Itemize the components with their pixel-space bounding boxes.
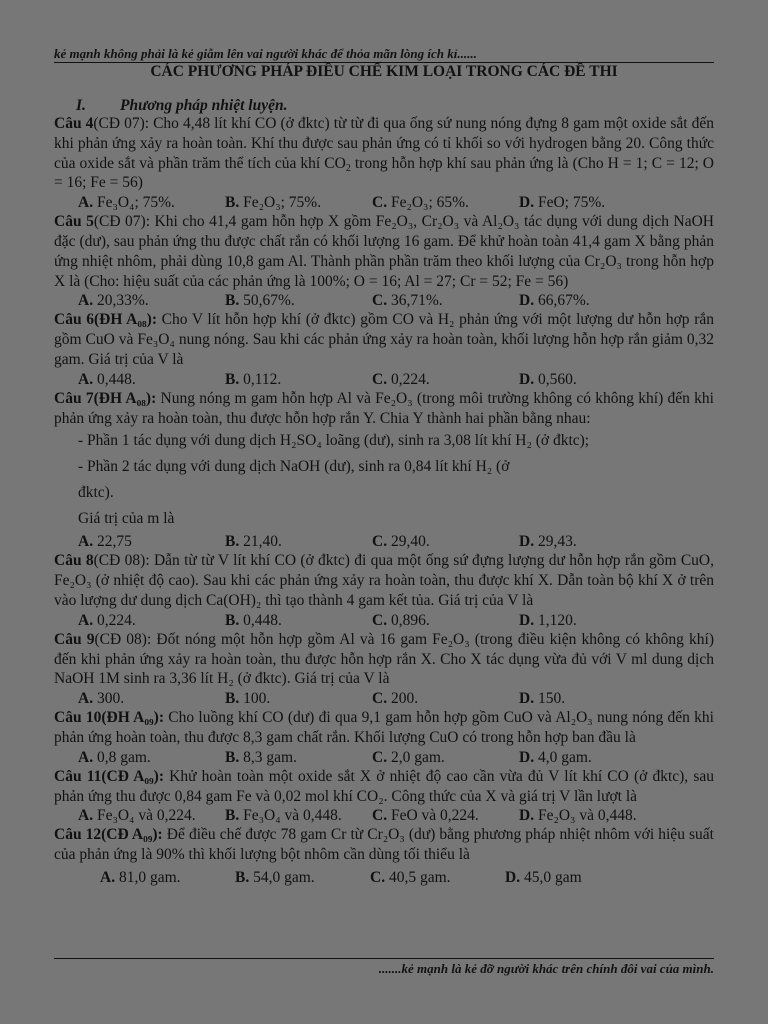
answer-options: [54, 868, 714, 887]
question-label: Câu 6: [54, 311, 94, 329]
option-a: A. Fe₃O₄ và 0,224.: [78, 807, 196, 825]
question-text: Cho luồng khí CO (dư) đi qua 9,1 gam hỗn hợp gồm CuO và Al₂O₃ nung nóng đến khi phản ứng hoàn toàn, thu được 8,3 gam chất rắn. Khối lượng CuO có trong hỗn hợp ban đầu là: [54, 709, 714, 746]
question-source: (CĐ 08):: [94, 630, 152, 648]
option-c: C. 2,0 gam.: [372, 748, 445, 766]
question-label: Câu 9: [54, 630, 95, 648]
question-7-part-1: - Phần 1 tác dụng với dung dịch H₂SO₄ loãng (dư), sinh ra 3,08 lít khí H₂ (ở đktc);: [78, 432, 590, 450]
question-4: Câu 4(CĐ 07): Cho 4,48 lít khí CO (ở đktc) từ từ đi qua ống sứ nung nóng đựng 8 gam một oxide sắt đến khi phản ứng xảy ra hoàn toàn. Khí thu được sau phản ứng có tỉ khối so với hydrogen bằng 20. Công thức của oxide sắt và phần trăm thể tích của khí $CO_2$ trong hỗn hợp khí sau phản ứng là (Cho H = 1; C = 12; O = 16; Fe = 56): [54, 115, 714, 192]
option-c: C. 0,224.: [372, 370, 430, 388]
question-7-part-2-cont: đktc).: [78, 484, 114, 502]
option-b: B. 0,448.: [225, 611, 282, 629]
answer-options: [54, 806, 714, 825]
option-b: B. 21,40.: [225, 533, 282, 551]
question-text: Cho 4,48 lít khí CO (ở đktc) từ từ đi qua ống sứ nung nóng đựng 8 gam một oxide sắt đến khi phản ứng xảy ra hoàn toàn. Khí thu được sau phản ứng có tỉ khối so với hydrogen bằng 20. Công thức của oxide sắt và phần trăm thể tích của khí CO: [54, 115, 714, 172]
option-d: D. Fe₂O₃ và 0,448.: [519, 807, 637, 825]
question-7-part-2: - Phần 2 tác dụng với dung dịch NaOH (dư), sinh ra 0,84 lít khí H₂ (ở: [78, 458, 510, 476]
question-label: Câu 5: [54, 213, 94, 231]
page-header-quote: kẻ mạnh không phải là kẻ giẫm lên vai người khác để thỏa mãn lòng ích kỉ......: [54, 46, 714, 63]
option-d: D. 29,43.: [519, 533, 577, 551]
question-7: [54, 389, 714, 429]
option-c: C. FeO và 0,224.: [372, 807, 479, 825]
option-d: D. 66,67%.: [519, 292, 590, 310]
option-a: A. 300.: [78, 690, 125, 708]
option-d: D. 1,120.: [519, 611, 577, 629]
answer-options: [54, 689, 714, 708]
section-number: I.: [76, 97, 86, 114]
question-label: Câu 11(CĐ A₀₉):: [54, 767, 164, 785]
document-page: [54, 46, 714, 887]
question-source: (CĐ 08):: [93, 552, 150, 570]
option-c: C. 36,71%.: [372, 292, 443, 310]
answer-options: [54, 748, 714, 767]
question-text-cont: trong hỗn hợp khí sau phản ứng là (Cho H = 1; C = 12; O = 16; Fe = 56): [54, 154, 714, 192]
question-source: (ĐH A₀₈):: [93, 389, 157, 407]
option-a: A. 0,8 gam.: [78, 748, 151, 766]
question-text: Để điều chế được 78 gam Cr từ Cr₂O₃ (dư) bằng phương pháp nhiệt nhôm với hiệu suất của phản ứng là 90% thì khối lượng bột nhôm cần dùng tối thiểu là: [54, 826, 714, 864]
option-a: A. 0,224.: [78, 611, 136, 629]
option-a: A. Fe₃O₄; 75%.: [78, 194, 175, 212]
question-source: (ĐH A₀₉):: [101, 709, 164, 727]
question-text: Nung nóng m gam hỗn hợp Al và Fe₂O₃ (trong môi trường không có không khí) đến khi phản ứng xảy ra hoàn toàn, thu được hỗn hợp rắn Y. Chia Y thành hai phần bằng nhau:: [54, 389, 714, 427]
question-label: Câu 7: [54, 389, 94, 407]
option-a: A. 0,448.: [78, 370, 136, 388]
question-text: Dẫn từ từ V lít khí CO (ở đktc) đi qua một ống sứ đựng lượng dư hỗn hợp rắn gồm CuO, Fe₂O₃ (ở nhiệt độ cao). Sau khi các phản ứng xảy ra hoàn toàn, thu được khí X. Dẫn toàn bộ khí X ở trên vào lượng dư dung dịch Ca(OH)₂ thì tạo thành 4 gam kết tủa. Giá trị của V là: [54, 552, 714, 609]
question-source: (ĐH A₀₈):: [93, 311, 157, 329]
option-c: C. 0,896.: [372, 611, 430, 629]
option-b: B. 50,67%.: [225, 292, 295, 310]
question-label: Câu 4: [54, 115, 94, 132]
option-d: D. FeO; 75%.: [519, 194, 606, 212]
question-label: Câu 12(CĐ A₀₉):: [54, 826, 163, 844]
question-text: Khi cho 41,4 gam hỗn hợp X gồm Fe₂O₃, Cr₂O₃ và Al₂O₃ tác dụng với dung dịch NaOH đặc (dư), sau phản ứng thu được chất rắn có khối lượng 16 gam. Để khử hoàn toàn 41,4 gam X bằng phản ứng nhiệt nhôm, phải dùng 10,8 gam Al. Thành phần phần trăm theo khối lượng của Cr₂O₃ trong hỗn hợp X là (Cho: hiệu suất của các phản ứng là 100%; O = 16; Al = 27; Cr = 52; Fe = 56): [54, 213, 714, 290]
option-a: A. 20,33%.: [78, 292, 149, 310]
option-c: C. 40,5 gam.: [370, 868, 451, 886]
option-c: C. Fe₂O₃; 65%.: [372, 194, 469, 212]
option-b: B. 8,3 gam.: [225, 748, 297, 766]
option-d: D. 0,560.: [519, 370, 577, 388]
answer-options: [54, 370, 714, 389]
answer-options: [54, 611, 714, 630]
question-8: [54, 551, 714, 610]
option-b: B. Fe₃O₄ và 0,448.: [225, 807, 342, 825]
option-b: B. 0,112.: [225, 370, 282, 388]
option-b: B. 54,0 gam.: [235, 868, 315, 886]
option-d: D. 150.: [519, 690, 566, 708]
page-title: CÁC PHƯƠNG PHÁP ĐIỀU CHẾ KIM LOẠI TRONG CÁC ĐỀ THI: [150, 63, 618, 80]
option-a: A. 22,75: [78, 533, 132, 551]
question-text: Đốt nóng một hỗn hợp gồm Al và 16 gam Fe₂O₃ (trong điều kiện không có không khí) đến khi phản ứng xảy ra hoàn toàn, thu được hỗn hợp rắn X. Cho X tác dụng vừa đủ với V ml dung dịch NaOH 1M sinh ra 3,36 lít H₂ (ở đktc). Giá trị của V là: [54, 630, 714, 688]
question-12: [54, 825, 714, 865]
footer-quote: .......kẻ mạnh là kẻ đỡ người khác trên chính đôi vai của mình.: [378, 961, 714, 976]
option-c: C. 200.: [372, 690, 419, 708]
question-source: (CĐ 07):: [93, 213, 151, 231]
question-9: [54, 630, 714, 689]
option-b: B. 100.: [225, 690, 271, 708]
question-text: Cho V lít hỗn hợp khí (ở đktc) gồm CO và H₂ phản ứng với một lượng dư hỗn hợp rắn gồm CuO và Fe₃O₄ nung nóng. Sau khi các phản ứng xảy ra hoàn toàn, khối lượng hỗn hợp rắn giảm 0,32 gam. Giá trị của V là: [54, 311, 714, 368]
question-label: Câu 8: [54, 552, 94, 570]
option-c: C. 29,40.: [372, 533, 430, 551]
question-text: Khử hoàn toàn một oxide sắt X ở nhiệt độ cao cần vừa đủ V lít khí CO (ở đktc), sau phản ứng thu được 0,84 gam Fe và 0,02 mol khí CO₂. Công thức của X và giá trị V lần lượt là: [54, 767, 714, 805]
answer-options: [54, 291, 714, 310]
answer-options: [54, 532, 714, 551]
answer-options: [54, 193, 714, 212]
option-b: B. Fe₂O₃; 75%.: [225, 194, 322, 212]
option-a: A. 81,0 gam.: [100, 868, 181, 886]
section-heading: [76, 97, 714, 114]
question-6: [54, 310, 714, 369]
option-d: D. 4,0 gam.: [519, 748, 592, 766]
question-10: [54, 708, 714, 748]
question-source: (CĐ 07):: [93, 115, 150, 132]
page-footer: [54, 958, 714, 977]
question-7-prompt: Giá trị của m là: [78, 510, 175, 528]
question-label: Câu 10: [54, 709, 102, 727]
option-d: D. 45,0 gam: [505, 868, 582, 886]
section-label: Phương pháp nhiệt luyện.: [120, 97, 288, 114]
question-11: [54, 767, 714, 807]
question-5: [54, 212, 714, 291]
